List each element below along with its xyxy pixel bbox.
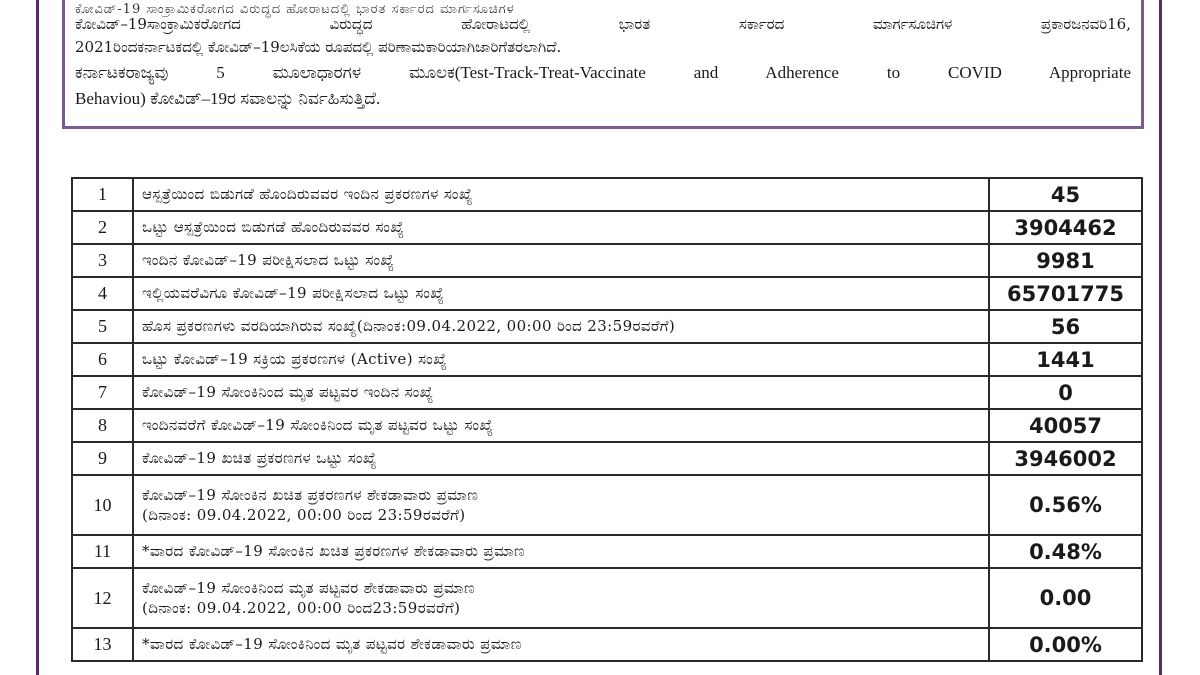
notice-para2-line1: ಕರ್ನಾಟಕರಾಜ್ಯವು 5 ಮೂಲಾಧಾರಗಳ ಮೂಲಕ(Test-Track-Treat-Vaccinate and Adherence to COVID Appropriate bbox=[75, 62, 1131, 82]
notice-box bbox=[62, 0, 1144, 129]
row-value: 0.00 bbox=[989, 568, 1142, 628]
row-value: 9981 bbox=[989, 244, 1142, 277]
row-serial-number: 13 bbox=[72, 628, 133, 661]
covid-stats-body bbox=[72, 178, 1142, 661]
row-serial-number: 2 bbox=[72, 211, 133, 244]
row-serial-number: 12 bbox=[72, 568, 133, 628]
row-description-line: ಕೋವಿಡ್–19 ಸೋಂಕಿನಿಂದ ಮೃತ ಪಟ್ಟವರ ಶೇಕಡಾವಾರು ಪ್ರಮಾಣ bbox=[142, 578, 476, 597]
row-description bbox=[133, 277, 989, 310]
table-row bbox=[72, 568, 1142, 628]
row-value: 40057 bbox=[989, 409, 1142, 442]
row-value: 45 bbox=[989, 178, 1142, 211]
notice-cut-line: ಕೋವಿಡ್-19 ಸಾಂಕ್ರಾಮಿಕರೋಗದ ವಿರುದ್ಧದ ಹೋರಾಟದಲ್ಲಿ ಭಾರತ ಸರ್ಕಾರದ ಮಾರ್ಗಸೂಚಿಗಳ bbox=[75, 2, 515, 17]
row-description bbox=[133, 178, 989, 211]
row-description bbox=[133, 475, 989, 535]
row-serial-number: 7 bbox=[72, 376, 133, 409]
row-description bbox=[133, 310, 989, 343]
covid-stats-table bbox=[71, 177, 1143, 662]
row-description bbox=[133, 442, 989, 475]
row-value: 0.00% bbox=[989, 628, 1142, 661]
table-row bbox=[72, 343, 1142, 376]
row-serial-number: 8 bbox=[72, 409, 133, 442]
table-row bbox=[72, 178, 1142, 211]
row-description-line: ಇಂದಿನವರೆಗೆ ಕೋವಿಡ್–19 ಸೋಂಕಿನಿಂದ ಮೃತ ಪಟ್ಟವರ ಒಟ್ಟು ಸಂಖ್ಯೆ bbox=[142, 416, 494, 435]
row-serial-number: 6 bbox=[72, 343, 133, 376]
table-row bbox=[72, 535, 1142, 568]
row-description-line: ಕೋವಿಡ್–19 ಸೋಂಕಿನ ಖಚಿತ ಪ್ರಕರಣಗಳ ಶೇಕಡಾವಾರು ಪ್ರಮಾಣ bbox=[142, 485, 479, 504]
left-page-border bbox=[36, 0, 39, 675]
row-description-line: *ವಾರದ ಕೋವಿಡ್–19 ಸೋಂಕಿನ ಖಚಿತ ಪ್ರಕರಣಗಳ ಶೇಕಡಾವಾರು ಪ್ರಮಾಣ bbox=[142, 542, 526, 561]
row-serial-number: 11 bbox=[72, 535, 133, 568]
row-description bbox=[133, 244, 989, 277]
row-description-line: ಒಟ್ಟು ಆಸ್ಪತ್ರೆಯಿಂದ ಬಿಡುಗಡೆ ಹೊಂದಿರುವವರ ಸಂಖ್ಯೆ bbox=[142, 218, 405, 237]
row-description-line: ಹೊಸ ಪ್ರಕರಣಗಳು ವರದಿಯಾಗಿರುವ ಸಂಖ್ಯೆ(ದಿನಾಂಕ:09.04.2022, 00:00 ರಿಂದ 23:59ರವರೆಗೆ) bbox=[142, 317, 676, 336]
table-row bbox=[72, 376, 1142, 409]
row-serial-number: 3 bbox=[72, 244, 133, 277]
row-value: 1441 bbox=[989, 343, 1142, 376]
notice-para1-line1: ಕೋವಿಡ್–19ಸಾಂಕ್ರಾಮಿಕರೋಗದ ವಿರುದ್ಧದ ಹೋರಾಟದಲ್ಲಿ ಭಾರತ ಸರ್ಕಾರದ ಮಾರ್ಗಸೂಚಿಗಳ ಪ್ರಕಾರಜನವರಿ16, bbox=[75, 15, 1131, 33]
row-description-line: ಆಸ್ಪತ್ರೆಯಿಂದ ಬಿಡುಗಡೆ ಹೊಂದಿರುವವರ ಇಂದಿನ ಪ್ರಕರಣಗಳ ಸಂಖ್ಯೆ bbox=[142, 185, 473, 204]
row-description-line: *ವಾರದ ಕೋವಿಡ್–19 ಸೋಂಕಿನಿಂದ ಮೃತ ಪಟ್ಟವರ ಶೇಕಡಾವಾರು ಪ್ರಮಾಣ bbox=[142, 635, 522, 654]
row-description bbox=[133, 568, 989, 628]
row-description bbox=[133, 535, 989, 568]
notice-para2-line2: Behaviou) ಕೋವಿಡ್–19ರ ಸವಾಲನ್ನು ನಿರ್ವಹಿಸುತ್ತಿದೆ. bbox=[75, 88, 381, 108]
row-description-line: ಕೋವಿಡ್–19 ಸೋಂಕಿನಿಂದ ಮೃತ ಪಟ್ಟವರ ಇಂದಿನ ಸಂಖ್ಯೆ bbox=[142, 383, 434, 402]
row-serial-number: 9 bbox=[72, 442, 133, 475]
right-page-border bbox=[1159, 0, 1162, 675]
row-serial-number: 1 bbox=[72, 178, 133, 211]
row-description bbox=[133, 211, 989, 244]
row-value: 0.48% bbox=[989, 535, 1142, 568]
row-serial-number: 5 bbox=[72, 310, 133, 343]
row-serial-number: 4 bbox=[72, 277, 133, 310]
row-description-date-line: (ದಿನಾಂಕ: 09.04.2022, 00:00 ರಿಂದ 23:59ರವರೆಗೆ) bbox=[142, 506, 466, 524]
row-description bbox=[133, 343, 989, 376]
row-description bbox=[133, 376, 989, 409]
row-description-line: ಇಲ್ಲಿಯವರೆವಿಗೂ ಕೋವಿಡ್–19 ಪರೀಕ್ಷಿಸಲಾದ ಒಟ್ಟು ಸಂಖ್ಯೆ bbox=[142, 284, 445, 303]
row-value: 65701775 bbox=[989, 277, 1142, 310]
table-row bbox=[72, 244, 1142, 277]
row-description-line: ಒಟ್ಟು ಕೋವಿಡ್–19 ಸಕ್ರಿಯ ಪ್ರಕರಣಗಳ (Active) ಸಂಖ್ಯೆ bbox=[142, 350, 448, 369]
table-row bbox=[72, 211, 1142, 244]
row-value: 0 bbox=[989, 376, 1142, 409]
row-description bbox=[133, 628, 989, 661]
table-row bbox=[72, 628, 1142, 661]
row-value: 3946002 bbox=[989, 442, 1142, 475]
table-row bbox=[72, 409, 1142, 442]
row-value: 56 bbox=[989, 310, 1142, 343]
row-value: 3904462 bbox=[989, 211, 1142, 244]
row-description-date-line: (ದಿನಾಂಕ: 09.04.2022, 00:00 ರಿಂದ23:59ರವರೆಗೆ) bbox=[142, 599, 461, 617]
row-value: 0.56% bbox=[989, 475, 1142, 535]
table-row bbox=[72, 442, 1142, 475]
row-description bbox=[133, 409, 989, 442]
table-row bbox=[72, 277, 1142, 310]
notice-para1-line2: 2021ರಿಂದಕರ್ನಾಟಕದಲ್ಲಿ ಕೋವಿಡ್–19ಲಸಿಕೆಯ ರೂಪದಲ್ಲಿ ಪರಿಣಾಮಕಾರಿಯಾಗಿಜಾರಿಗೆತರಲಾಗಿದೆ. bbox=[75, 38, 562, 57]
table-row bbox=[72, 475, 1142, 535]
row-serial-number: 10 bbox=[72, 475, 133, 535]
row-description-line: ಕೋವಿಡ್–19 ಖಚಿತ ಪ್ರಕರಣಗಳ ಒಟ್ಟು ಸಂಖ್ಯೆ bbox=[142, 449, 377, 468]
row-description-line: ಇಂದಿನ ಕೋವಿಡ್–19 ಪರೀಕ್ಷಿಸಲಾದ ಒಟ್ಟು ಸಂಖ್ಯೆ bbox=[142, 251, 395, 270]
table-row bbox=[72, 310, 1142, 343]
